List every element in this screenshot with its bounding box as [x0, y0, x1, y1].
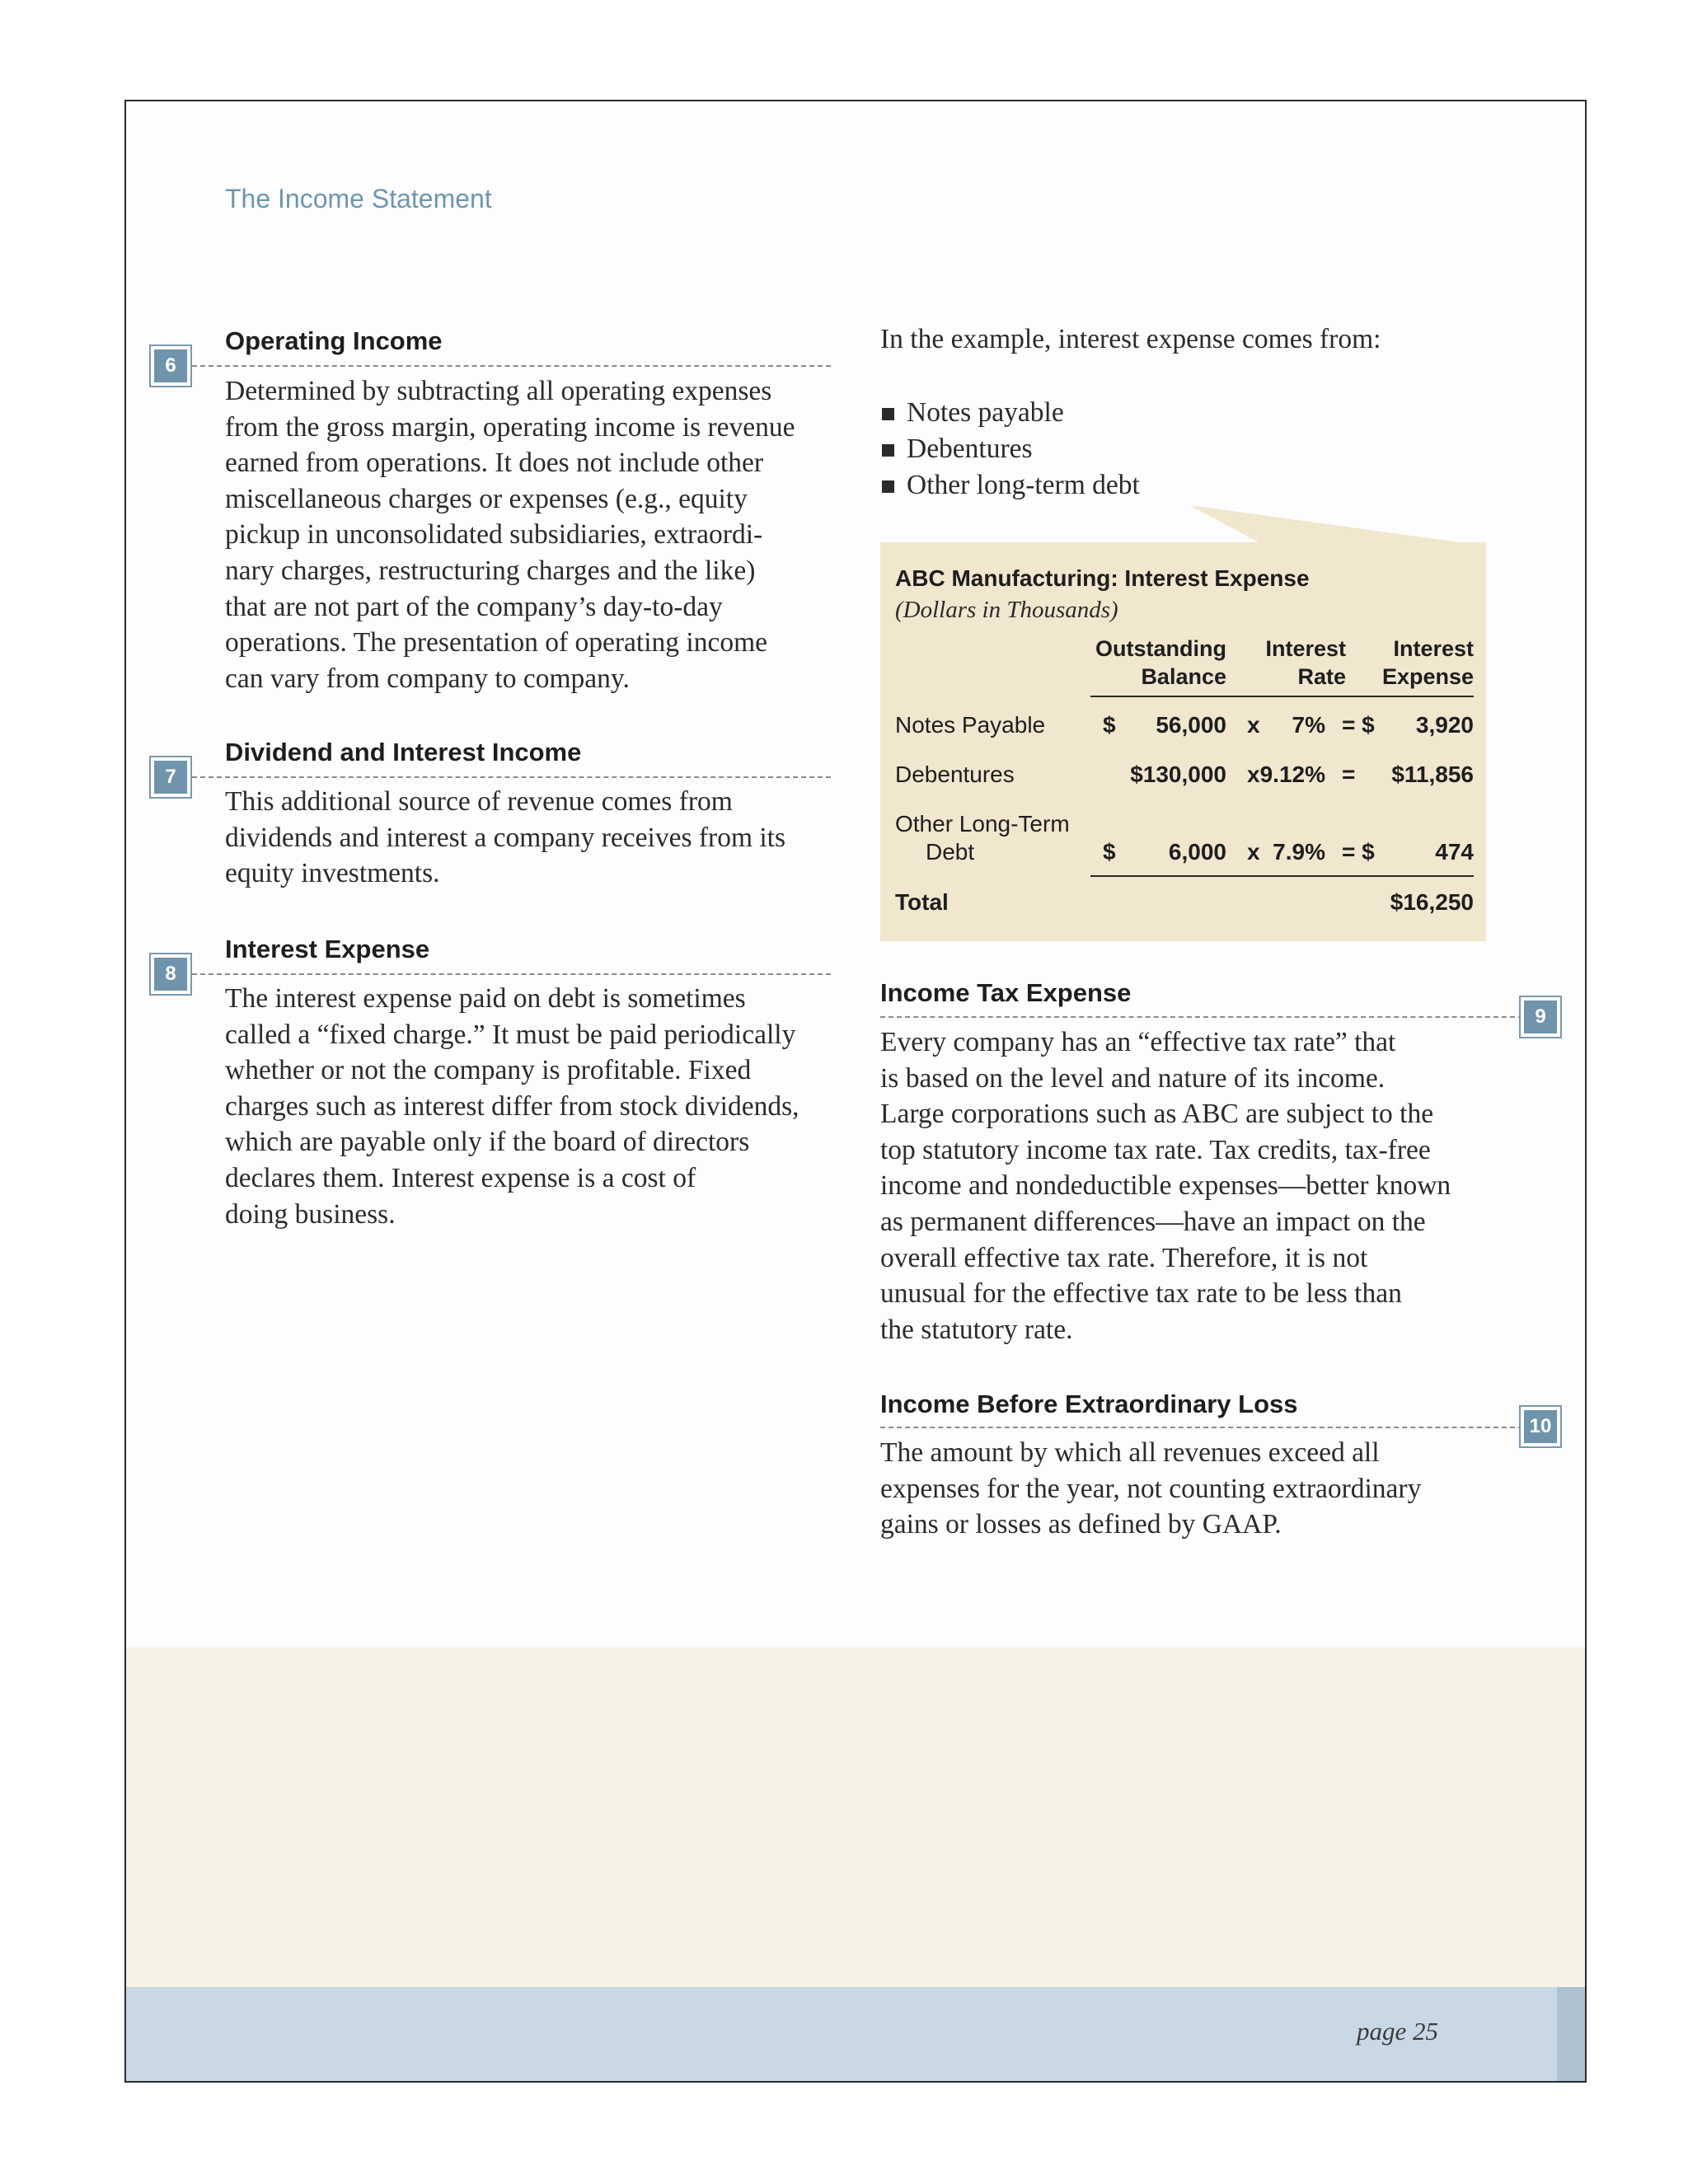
section-number-badge: 8: [149, 953, 192, 996]
column-header-expense: Interest Expense: [1381, 636, 1474, 689]
paragraph-operating-income: Determined by subtracting all operating expenses from the gross margin, operating income is revenue earned from operations. It does not include other miscellaneous charges or expenses (e.g., equity pickup in unconsolidated subsidiaries, extraordi- nary charges, restructuring charges and the like) that are not part of the company’s day-to-day operations. The presentation of operating income can vary from company to company.: [225, 376, 795, 694]
table-subtitle: (Dollars in Thousands): [895, 597, 1118, 623]
section-number-badge: 10: [1519, 1405, 1562, 1448]
column-header-rate: Interest Rate: [1265, 636, 1346, 689]
heading-income-before-extraordinary-loss: Income Before Extraordinary Loss: [880, 1390, 1298, 1418]
heading-interest-expense: Interest Expense: [225, 935, 430, 963]
dashed-rule: [192, 776, 831, 778]
interest-expense-table: ABC Manufacturing: Interest Expense (Dollars in Thousands) Outstanding Balance Interest Rate Interest Expense Notes Payable $ 56,000 x 7% = $ 3,920 Debentures $130,000 x 9.12% = $11,856 Other Long-Term Debt $ 6,000 x 7.9% = $ 474 Total $16,250: [880, 542, 1486, 941]
dashed-rule: [880, 1427, 1523, 1428]
dashed-rule: [880, 1016, 1523, 1018]
paragraph-income-before-extraordinary-loss: The amount by which all revenues exceed all expenses for the year, not counting extraordinary gains or losses as defined by GAAP.: [880, 1437, 1422, 1540]
page-frame: [124, 100, 1587, 2083]
table-title: ABC Manufacturing: Interest Expense: [895, 565, 1310, 591]
cream-band: [126, 1647, 1585, 1987]
column-header-balance: Outstanding Balance: [1095, 636, 1226, 689]
dashed-rule: [192, 365, 831, 367]
list-item: Other long-term debt: [880, 467, 1140, 504]
dashed-rule: [192, 973, 831, 975]
heading-dividend-interest-income: Dividend and Interest Income: [225, 738, 582, 766]
section-title: The Income Statement: [225, 184, 492, 213]
debt-sources-list: [880, 395, 1140, 504]
intro-text: In the example, interest expense comes from:: [880, 324, 1381, 354]
header-rule: [1090, 696, 1474, 697]
paragraph-interest-expense: The interest expense paid on debt is sometimes called a “fixed charge.” It must be paid periodically whether or not the company is profitable. Fixed charges such as interest differ from stock dividends, which are payable only if the board of directors declares them. Interest expense is a cost of doing business.: [225, 983, 799, 1230]
total-rule: [1090, 875, 1474, 877]
paragraph-dividend-interest-income: This additional source of revenue comes from dividends and interest a company receives from its equity investments.: [225, 786, 786, 889]
list-item: Debentures: [880, 431, 1140, 467]
section-number-badge: 7: [149, 756, 192, 799]
list-item: Notes payable: [880, 395, 1140, 431]
heading-operating-income: Operating Income: [225, 326, 443, 355]
paragraph-income-tax-expense: Every company has an “effective tax rate” that is based on the level and nature of its income. Large corporations such as ABC are subject to the top statutory income tax rate. Tax credits, tax-free income and nondeductible expenses—better known as permanent differences—have an impact on the overall effective tax rate. Therefore, it is not unusual for the effective tax rate to be less than the statutory rate.: [880, 1027, 1451, 1345]
page-number: page 25: [1356, 2017, 1438, 2046]
section-number-badge: 9: [1519, 996, 1562, 1038]
footer-strip: [1557, 1987, 1585, 2081]
section-number-badge: 6: [149, 344, 192, 387]
callout-tip: [1189, 505, 1478, 545]
heading-income-tax-expense: Income Tax Expense: [880, 978, 1132, 1007]
